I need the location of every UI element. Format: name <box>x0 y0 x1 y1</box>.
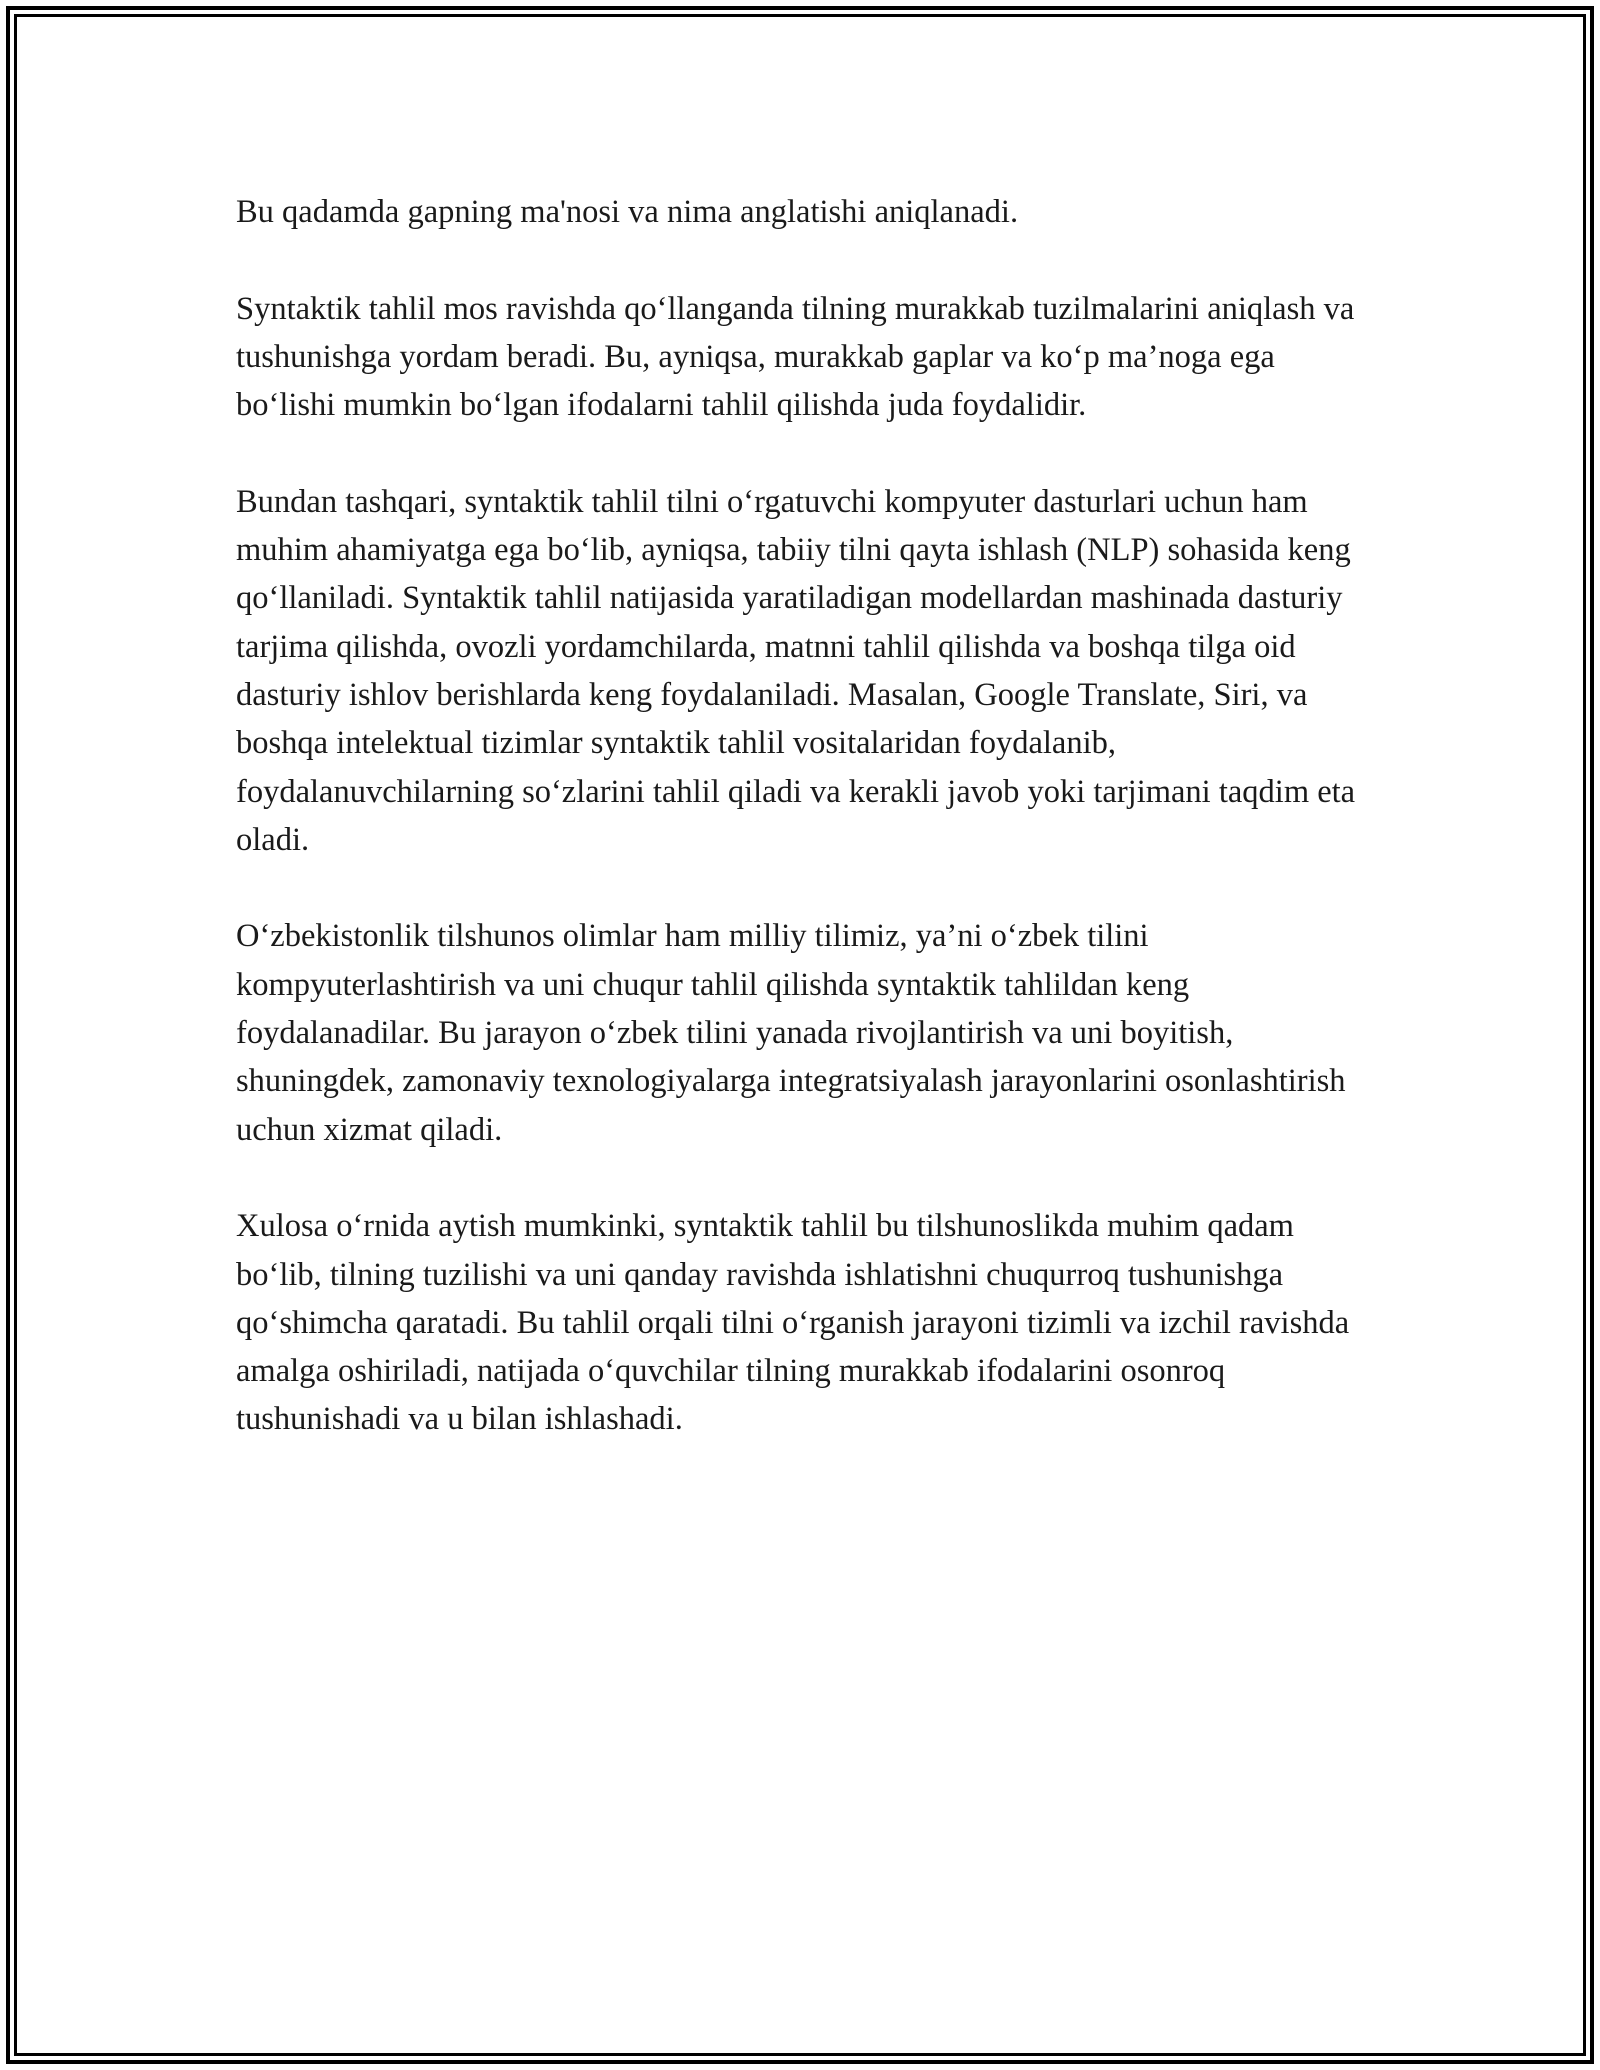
paragraph-3: Bundan tashqari, syntaktik tahlil tilni o‘rgatuvchi kompyuter dasturlari uchun ham muhim ahamiyatga ega bo‘lib, ayniqsa, tabiiy tilni qayta ishlash (NLP) sohasida keng qo‘llaniladi. Syntaktik tahlil natijasida yaratiladigan modellardan mashinada dasturiy tarjima qilishda, ovozli yordamchilarda, matnni tahlil qilishda va boshqa tilga oid dasturiy ishlov berishlarda keng foydalaniladi. Masalan, Google Translate, Siri, va boshqa intelektual tizimlar syntaktik tahlil vositalaridan foydalanib, foydalanuvchilarning so‘zlarini tahlil qiladi va kerakli javob yoki tarjimani taqdim eta oladi. <box>236 483 1356 858</box>
document-body <box>236 188 1376 1492</box>
paragraph-2: Syntaktik tahlil mos ravishda qo‘llanganda tilning murakkab tuzilmalarini aniqlash va tushunishga yordam beradi. Bu, ayniqsa, murakkab gaplar va ko‘p ma’noga ega bo‘lishi mumkin bo‘lgan ifodalarni tahlil qilishda juda foydalidir. <box>236 290 1355 424</box>
paragraph-5: Xulosa o‘rnida aytish mumkinki, syntaktik tahlil bu tilshunoslikda muhim qadam bo‘lib, tilning tuzilishi va uni qanday ravishda ishlatishni chuqurroq tushunishga qo‘shimcha qaratadi. Bu tahlil orqali tilni o‘rganish jarayoni tizimli va izchil ravishda amalga oshiriladi, natijada o‘quvchilar tilning murakkab ifodalarini osonroq tushunishadi va u bilan ishlashadi. <box>236 1208 1350 1438</box>
paragraph-4: O‘zbekistonlik tilshunos olimlar ham milliy tilimiz, ya’ni o‘zbek tilini kompyuterlashtirish va uni chuqur tahlil qilishda syntaktik tahlildan keng foydalanadilar. Bu jarayon o‘zbek tilini yanada rivojlantirish va uni boyitish, shuningdek, zamonaviy texnologiyalarga integratsiyalash jarayonlarini osonlashtirish uchun xizmat qiladi. <box>236 918 1346 1148</box>
paragraph-1: Bu qadamda gapning ma'nosi va nima anglatishi aniqlanadi. <box>236 194 1019 230</box>
